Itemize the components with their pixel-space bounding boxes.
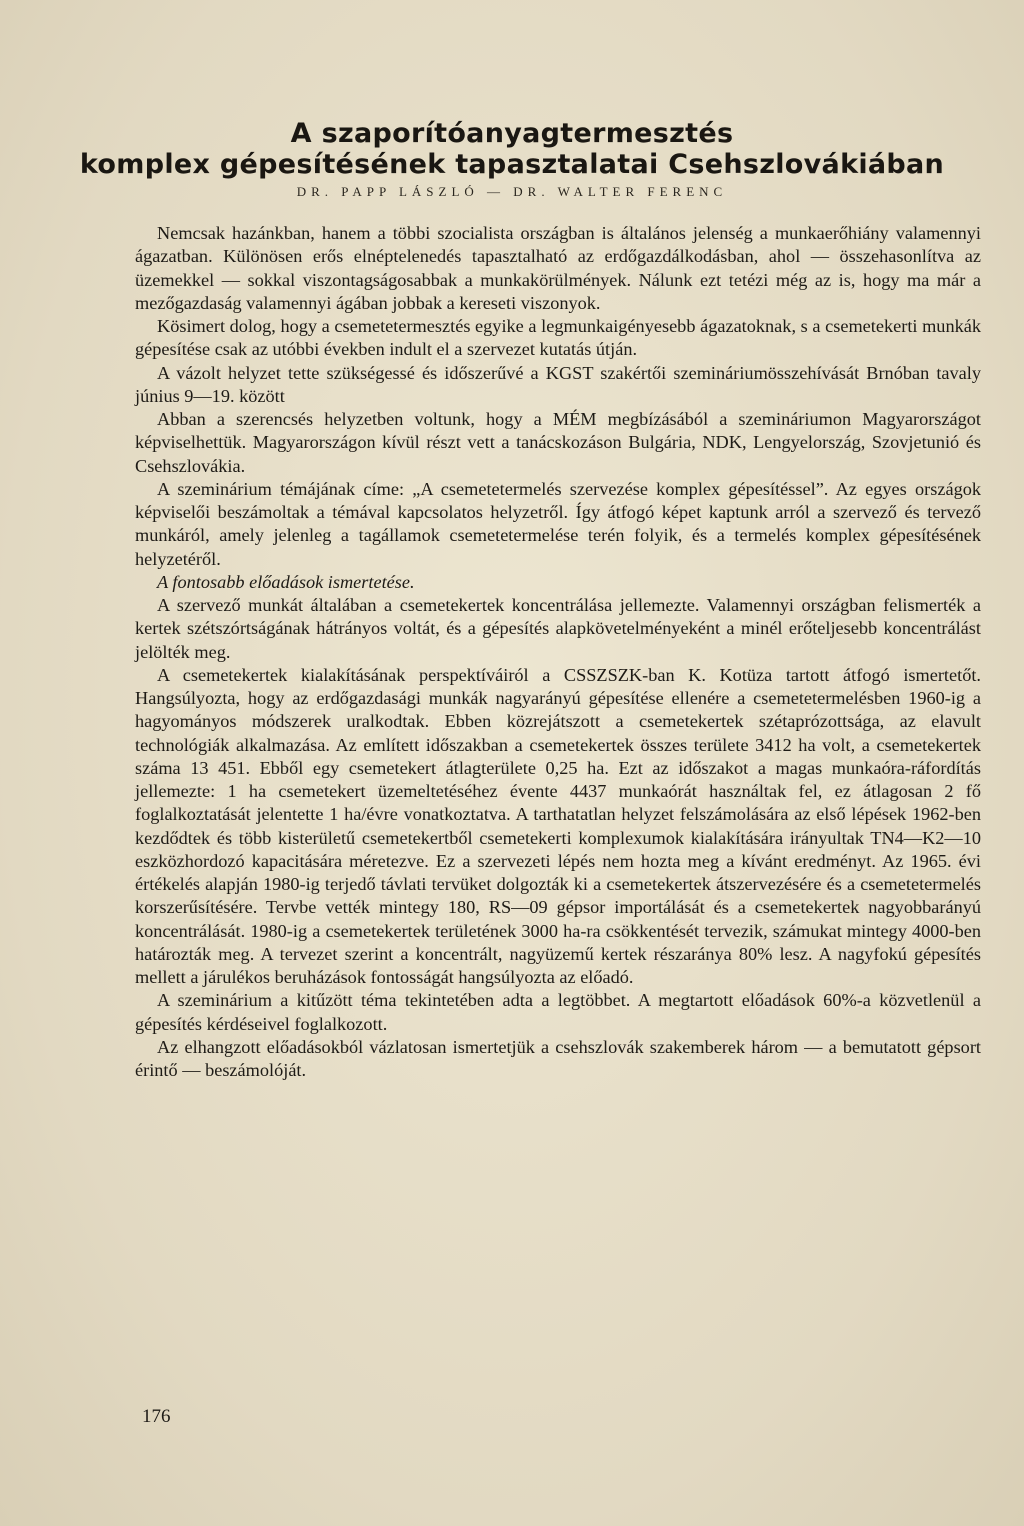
paragraph: A szeminárium a kitűzött téma tekintetében adta a legtöbbet. A megtartott előadások 60%-a közvetlenül a gépesítés kérdéseivel foglalkozott. bbox=[135, 990, 981, 1034]
paragraph: A szeminárium témájának címe: „A csemetetermelés szervezése komplex gépesítéssel”. Az egyes országok képviselői beszámoltak a témával kapcsolatos helyzetről. Így átfogó képet kaptunk arról a szervező és tervező munkáról, amely jelenleg a tagállamok csemetetermelése terén folyik, és a termelés komplex gépesítésének helyzetéről. bbox=[135, 478, 981, 569]
paragraph: Kösimert dolog, hogy a csemetetermesztés egyike a legmunkaigényesebb ágazatoknak, s a csemetekerti munkák gépesítése csak az utóbbi években indult el a szervezet kutatás útján. bbox=[135, 316, 981, 360]
paragraph: A szervező munkát általában a csemetekertek koncentrálása jellemezte. Valamennyi országban felismerték a kertek szétszórtságának hátrányos voltát, és a gépesítés alapkövetelményeként a minél erőteljesebb koncentrálást jelölték meg. bbox=[135, 595, 981, 662]
article-title-line1: A szaporítóanyagtermesztés bbox=[290, 118, 734, 149]
article-body bbox=[135, 222, 981, 1082]
section-subheading: A fontosabb előadások ismertetése. bbox=[157, 571, 415, 592]
paragraph: Az elhangzott előadásokból vázlatosan ismertetjük a csehszlovák szakemberek három — a bemutatott gépsort érintő — beszámolóját. bbox=[135, 1036, 981, 1080]
paragraph: A csemetekertek kialakításának perspektíváiról a CSSZSZK-ban K. Kotüza tartott átfogó ismertetőt. Hangsúlyozta, hogy az erdőgazdasági munkák nagyarányú gépesítése ellenére a csemetetermelésben 1960-ig a hagyományos módszerek uralkodtak. Ebben közrejátszott a csemetekertek szétaprózottsága, az elavult technológiák alkalmazása. Az említett időszakban a csemetekertek összes területe 3412 ha volt, a csemetekertek száma 13 451. Ebből egy csemetekert átlagterülete 0,25 ha. Ezt az időszakot a magas munkaóra-ráfordítás jellemezte: 1 ha csemetekert üzemeltetéséhez évente 4437 munkaórát használtak fel, ez átlagosan 2 fő foglalkoztatását jelentette 1 ha/évre vonatkoztatva. A tarthatatlan helyzet felszámolására az első lépések 1962-ben kezdődtek és több kisterületű csemetekertből csemetekerti komplexumok kialakítására irányultak TN4—K2—10 eszközhordozó kapacitására méretezve. Ez a szervezeti lépés nem hozta meg a kívánt eredményt. Az 1965. évi értékelés alapján 1980-ig terjedő távlati tervüket dolgozták ki a csemetekertek átszervezésére és a csemetetermelés korszerűsítésére. Tervbe vették mintegy 180, RS—09 gépsor importálását és a csemetekertek nagyobbarányú koncentrálását. 1980-ig a csemetekertek területének 3000 ha-ra csökkentését tervezik, számukat mintegy 4000-ben határozták meg. A tervezet szerint a koncentrált, nagyüzemű kertek részaránya 80% lesz. A nagyfokú gépesítés mellett a járulékos beruházások fontosságát hangsúlyozta az előadó. bbox=[135, 664, 981, 987]
paragraph: A vázolt helyzet tette szükségessé és időszerűvé a KGST szakértői szemináriumösszehívását Brnóban tavaly június 9—19. között bbox=[135, 362, 981, 406]
paragraph: Abban a szerencsés helyzetben voltunk, hogy a MÉM megbízásából a szemináriumon Magyarországot képviselhettük. Magyarországon kívül részt vett a tanácskozáson Bulgária, NDK, Lengyelország, Szovjetunió és Csehszlovákia. bbox=[135, 409, 981, 476]
page-number: 176 bbox=[142, 1406, 171, 1427]
paragraph: Nemcsak hazánkban, hanem a többi szocialista országban is általános jelenség a munkaerőhiány valamennyi ágazatban. Különösen erős elnéptelenedés tapasztalható az erdőgazdálkodásban, ahol — összehasonlítva az üzemekkel — sokkal viszontagságosabbak a munkakörülmények. Nálunk ezt tetézi még az is, hogy ma már a mezőgazdaság valamennyi ágában jobbak a kereseti viszonyok. bbox=[135, 223, 981, 313]
article-title-line2: komplex gépesítésének tapasztalatai Csehszlovákiában bbox=[79, 149, 945, 180]
article-authors: DR. PAPP LÁSZLÓ — DR. WALTER FERENC bbox=[296, 184, 728, 199]
